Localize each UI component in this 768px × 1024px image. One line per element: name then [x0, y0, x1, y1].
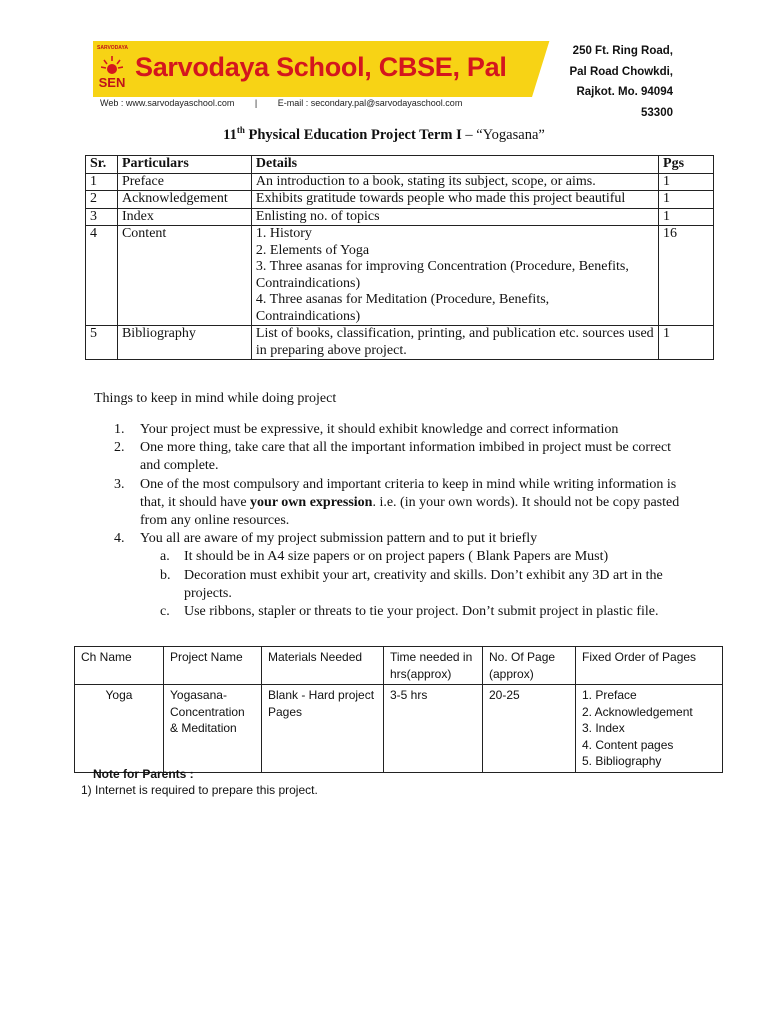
title-grade: 11 — [223, 126, 237, 143]
cell-pages: 20-25 — [483, 685, 576, 773]
table-row — [86, 208, 714, 226]
title-main: Physical Education Project Term I — [244, 126, 462, 143]
cell-sr: 2 — [86, 191, 118, 209]
school-address — [543, 41, 673, 123]
cell-particulars: Bibliography — [117, 326, 251, 360]
cell-details: Exhibits gratitude towards people who made this project beautiful — [251, 191, 658, 209]
sub-list-letter: b. — [160, 567, 171, 583]
page-title — [0, 125, 768, 144]
sub-list-item — [160, 548, 692, 566]
table-header-row — [86, 156, 714, 174]
header-time: Time needed in hrs(approx) — [384, 647, 483, 685]
content-item: 3. Three asanas for improving Concentration (Procedure, Benefits, Contraindications) — [255, 259, 629, 291]
content-item: 1. History — [255, 226, 312, 241]
parents-note-line: 1) Internet is required to prepare this project. — [81, 783, 318, 797]
table-row — [86, 226, 714, 326]
header-sr: Sr. — [86, 156, 118, 174]
header-details: Details — [251, 156, 658, 174]
cell-particulars: Acknowledgement — [117, 191, 251, 209]
table-header-row — [75, 647, 723, 685]
cell-sr: 4 — [86, 226, 118, 326]
parents-note-title: Note for Parents : — [93, 767, 194, 781]
list-text: One more thing, take care that all the important information imbibed in project must be correct and complete. — [140, 440, 672, 474]
sub-list-letter: c. — [160, 604, 170, 620]
order-item: 5. Bibliography — [582, 754, 662, 768]
list-text: One of the most compulsory and important criteria to keep in mind while writing information is that, it should have — [140, 476, 677, 510]
header-particulars: Particulars — [117, 156, 251, 174]
table-row — [86, 326, 714, 360]
list-text: . i.e. (in your own words). It should not be copy pasted from any online resources. — [140, 494, 680, 529]
list-number: 3. — [114, 476, 125, 492]
cell-pgs: 1 — [659, 326, 714, 360]
cell-sr: 5 — [86, 326, 118, 360]
cell-project-name: Yogasana-Concentration & Meditation — [164, 685, 262, 773]
cell-particulars: Preface — [117, 173, 251, 191]
contact-line — [100, 98, 480, 108]
content-item: 2. Elements of Yoga — [255, 242, 370, 258]
list-item — [112, 530, 692, 621]
cell-pgs: 1 — [659, 191, 714, 209]
sub-list-text: It should be in A4 size papers or on project papers ( Blank Papers are Must) — [184, 549, 609, 565]
instructions-list — [112, 421, 692, 621]
cell-details: Enlisting no. of topics — [251, 208, 658, 226]
table-row — [86, 173, 714, 191]
header-pages: No. Of Page (approx) — [483, 647, 576, 685]
cell-details: List of books, classification, printing, and publication etc. sources used in preparing above project. — [251, 326, 658, 360]
order-item: 4. Content pages — [582, 737, 674, 752]
cell-pgs: 1 — [659, 173, 714, 191]
list-text-bold: your own expression — [250, 494, 373, 510]
email-text: E-mail : secondary.pal@sarvodayaschool.com — [277, 98, 463, 108]
list-number: 1. — [114, 422, 125, 437]
table-row — [86, 191, 714, 209]
school-logo — [97, 45, 127, 93]
header-project-name: Project Name — [164, 647, 262, 685]
sub-list-text: Use ribbons, stapler or threats to tie your project. Don’t submit project in plastic file. — [184, 604, 659, 620]
order-item: 2. Acknowledgement — [582, 704, 693, 719]
logo-sen-text: SEN — [98, 75, 126, 90]
project-requirements-table — [74, 646, 723, 773]
things-heading: Things to keep in mind while doing project — [94, 391, 337, 406]
header-pgs: Pgs — [659, 156, 714, 174]
list-item — [112, 421, 692, 439]
address-line: Rajkot. Mo. 94094 53300 — [576, 86, 673, 119]
header-materials: Materials Needed — [262, 647, 384, 685]
cell-details — [251, 226, 658, 326]
header-fixed-order: Fixed Order of Pages — [576, 647, 723, 685]
cell-sr: 3 — [86, 208, 118, 226]
list-text: Your project must be expressive, it should exhibit knowledge and correct information — [140, 422, 619, 437]
sub-list-letter: a. — [160, 549, 170, 565]
content-item: 4. Three asanas for Meditation (Procedure, Benefits, Contraindications) — [255, 292, 550, 324]
sub-list-item — [160, 603, 692, 621]
cell-time: 3-5 hrs — [384, 685, 483, 773]
order-item: 1. Preface — [582, 688, 637, 702]
school-name: Sarvodaya School, CBSE, Pal — [135, 52, 507, 82]
cell-pgs: 16 — [659, 226, 714, 326]
header-ch-name: Ch Name — [75, 647, 164, 685]
cell-details: An introduction to a book, stating its subject, scope, or aims. — [251, 173, 658, 191]
list-text: You all are aware of my project submission pattern and to put it briefly — [140, 531, 538, 547]
contact-separator: | — [254, 98, 258, 108]
list-item — [112, 476, 692, 531]
address-line: Pal Road Chowkdi, — [569, 65, 673, 78]
cell-fixed-order — [576, 685, 723, 773]
list-number: 4. — [114, 531, 125, 547]
cell-particulars: Content — [117, 226, 251, 326]
title-dash: – “Yogasana” — [461, 126, 545, 143]
cell-materials: Blank - Hard project Pages — [262, 685, 384, 773]
order-item: 3. Index — [582, 721, 625, 735]
website-text: Web : www.sarvodayaschool.com — [100, 98, 235, 108]
sub-list-text: Decoration must exhibit your art, creativity and skills. Don’t exhibit any 3D art in the projects. — [184, 567, 663, 601]
logo-top-text: SARVODAYA — [97, 45, 128, 51]
title-superscript: th — [236, 125, 245, 135]
sub-list-item — [160, 567, 692, 603]
cell-sr: 1 — [86, 173, 118, 191]
sun-logo-icon — [101, 55, 123, 77]
address-line: 250 Ft. Ring Road, — [572, 45, 673, 57]
cell-ch-name: Yoga — [75, 685, 164, 773]
project-particulars-table — [85, 155, 714, 360]
cell-particulars: Index — [117, 208, 251, 226]
sub-list — [140, 548, 692, 621]
cell-pgs: 1 — [659, 208, 714, 226]
list-item — [112, 439, 692, 475]
list-number: 2. — [114, 440, 125, 456]
table-row — [75, 685, 723, 773]
